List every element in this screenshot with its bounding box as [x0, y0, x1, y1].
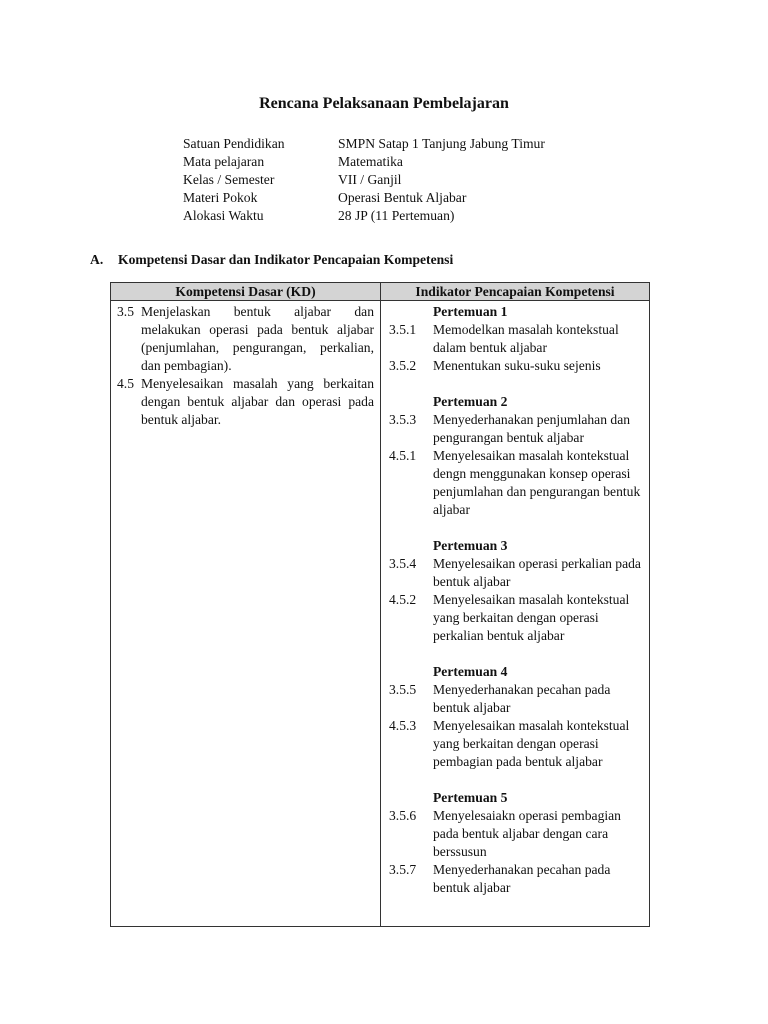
indicator-text: Menyelesaikan masalah kontekstual yang berkaitan dengan operasi pembagian pada bentuk aljabar: [433, 718, 630, 769]
indicator-row: [389, 591, 649, 645]
identity-label: Satuan Pendidikan: [183, 136, 285, 151]
indicator-number: 3.5.5: [389, 682, 417, 697]
kd-item: [117, 375, 374, 429]
kd-cell: [111, 301, 381, 927]
document-title: Rencana Pelaksanaan Pembelajaran: [259, 95, 509, 112]
competency-table: [110, 282, 650, 927]
meeting-title: Pertemuan 4: [433, 664, 508, 679]
ipk-cell: [381, 301, 650, 927]
indicator-row: [389, 807, 649, 861]
meeting-block: [389, 537, 649, 645]
kd-text: Menjelaskan bentuk aljabar dan melakukan operasi pada bentuk aljabar (penjumlahan, pengurangan, perkalian, dan pembagian).: [141, 304, 374, 373]
identity-value: Matematika: [338, 154, 403, 169]
meeting-block: [389, 789, 649, 897]
meeting-block: [389, 663, 649, 771]
indicator-number: 3.5.2: [389, 358, 417, 373]
indicator-row: [389, 861, 649, 897]
kd-item: [117, 303, 374, 375]
indicator-text: Menentukan suku-suku sejenis: [433, 358, 601, 373]
indicator-row: [389, 717, 649, 771]
column-header-kd: Kompetensi Dasar (KD): [111, 283, 381, 301]
identity-value: 28 JP (11 Pertemuan): [338, 208, 455, 223]
indicator-number: 4.5.2: [389, 592, 417, 607]
identity-row: [183, 135, 545, 153]
indicator-number: 3.5.4: [389, 556, 417, 571]
meeting-title: Pertemuan 1: [433, 304, 508, 319]
meeting-title: Pertemuan 2: [433, 394, 508, 409]
identity-label: Kelas / Semester: [183, 172, 275, 187]
kd-text: Menyelesaikan masalah yang berkaitan dengan bentuk aljabar dan operasi pada bentuk aljabar.: [141, 376, 374, 427]
identity-row: [183, 207, 545, 225]
table-header-row: [111, 283, 650, 301]
table-row: [111, 301, 650, 927]
identity-block: [183, 135, 545, 225]
section-heading-a: [90, 251, 453, 269]
identity-label: Alokasi Waktu: [183, 208, 264, 223]
indicator-number: 3.5.1: [389, 322, 417, 337]
kd-number: 4.5: [117, 376, 134, 391]
indicator-text: Memodelkan masalah kontekstual dalam bentuk aljabar: [433, 322, 619, 355]
indicator-row: [389, 411, 649, 447]
meeting-block: [389, 303, 649, 375]
identity-row: [183, 153, 545, 171]
kd-number: 3.5: [117, 304, 134, 319]
indicator-number: 3.5.6: [389, 808, 417, 823]
section-title: Kompetensi Dasar dan Indikator Pencapaian Kompetensi: [118, 252, 454, 267]
indicator-text: Menyelesaikan masalah kontekstual yang berkaitan dengan operasi perkalian bentuk aljabar: [433, 592, 630, 643]
indicator-number: 4.5.3: [389, 718, 417, 733]
identity-value: SMPN Satap 1 Tanjung Jabung Timur: [338, 136, 545, 151]
identity-value: Operasi Bentuk Aljabar: [338, 190, 467, 205]
indicator-text: Menyelesaiakn operasi pembagian pada bentuk aljabar dengan cara berssusun: [433, 808, 621, 859]
identity-row: [183, 189, 545, 207]
section-letter: A.: [90, 252, 104, 267]
indicator-row: [389, 357, 649, 375]
indicator-text: Menyelesaikan masalah kontekstual dengn menggunakan konsep operasi penjumlahan dan pengurangan bentuk aljabar: [433, 448, 641, 517]
indicator-row: [389, 447, 649, 519]
indicator-row: [389, 555, 649, 591]
indicator-text: Menyederhanakan penjumlahan dan pengurangan bentuk aljabar: [433, 412, 631, 445]
indicator-row: [389, 321, 649, 357]
identity-label: Mata pelajaran: [183, 154, 265, 169]
column-header-ipk: Indikator Pencapaian Kompetensi: [381, 283, 650, 301]
identity-label: Materi Pokok: [183, 190, 258, 205]
meeting-title: Pertemuan 3: [433, 538, 508, 553]
indicator-number: 3.5.3: [389, 412, 417, 427]
indicator-number: 4.5.1: [389, 448, 417, 463]
indicator-text: Menyederhanakan pecahan pada bentuk aljabar: [433, 682, 611, 715]
meeting-block: [389, 393, 649, 519]
meeting-title: Pertemuan 5: [433, 790, 508, 805]
indicator-number: 3.5.7: [389, 862, 417, 877]
indicator-text: Menyederhanakan pecahan pada bentuk aljabar: [433, 862, 611, 895]
identity-value: VII / Ganjil: [338, 172, 402, 187]
identity-row: [183, 171, 545, 189]
indicator-text: Menyelesaikan operasi perkalian pada bentuk aljabar: [433, 556, 641, 589]
indicator-row: [389, 681, 649, 717]
